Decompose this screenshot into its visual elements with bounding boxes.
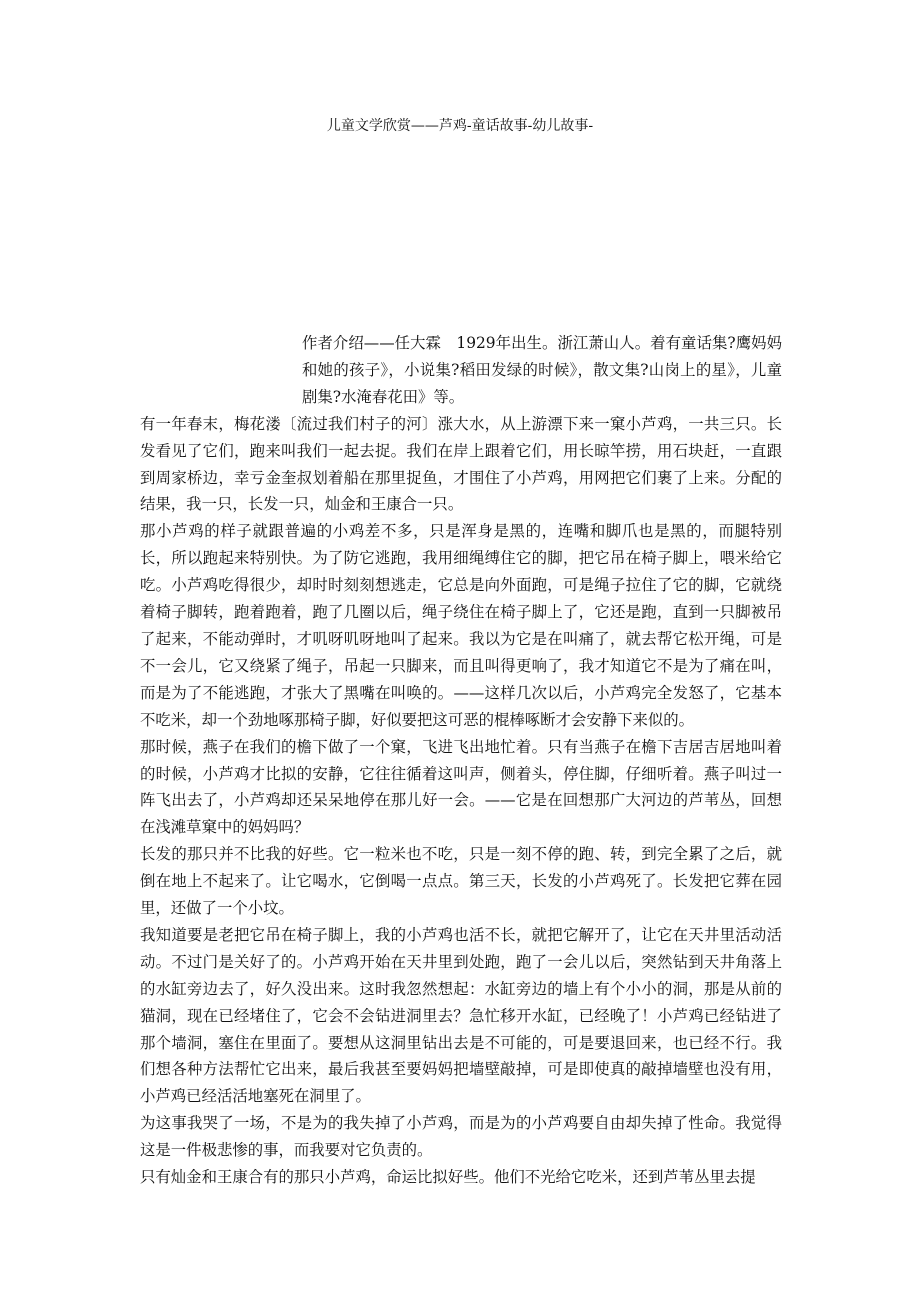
body-paragraph-4: 长发的那只并不比我的好些。它一粒米也不吃，只是一刻不停的跑、转，到完全累了之后，就倒在地上不起来了。让它喝水，它倒喝一点点。第三天，长发的小芦鸡死了。长发把它葬在园里，还做了一个小坟。 [140, 845, 782, 918]
author-intro-paragraph: 作者介绍——任大霖 1929年出生。浙江萧山人。着有童话集?鹰妈妈和她的孩子》，小说集?稻田发绿的时候》，散文集?山岗上的星》，儿童剧集?水淹春花田》等。 [302, 334, 782, 406]
document-title: 儿童文学欣赏——芦鸡-童话故事-幼儿故事- [326, 118, 594, 134]
document-body [140, 330, 782, 1191]
body-paragraph-6: 为这事我哭了一场，不是为的我失掉了小芦鸡，而是为的小芦鸡要自由却失掉了性命。我觉得这是一件极悲惨的事，而我要对它负责的。 [140, 1114, 782, 1160]
body-paragraph-1: 有一年春末，梅花溇〔流过我们村子的河〕涨大水，从上游漂下来一窠小芦鸡，一共三只。长发看见了它们，跑来叫我们一起去捉。我们在岸上跟着它们，用长晾竿捞，用石块赶，一直跟到周家桥边，幸亏金奎叔划着船在那里捉鱼，才围住了小芦鸡，用网把它们裹了上来。分配的结果，我一只，长发一只，灿金和王康合一只。 [140, 414, 782, 514]
body-paragraph-3: 那时候，燕子在我们的檐下做了一个窠，飞进飞出地忙着。只有当燕子在檐下吉居吉居地叫着的时候，小芦鸡才比拟的安静，它往往循着这叫声，侧着头，停住脚，仔细听着。燕子叫过一阵飞出去了，小芦鸡却还呆呆地停在那儿好一会。——它是在回想那广大河边的芦苇丛，回想在浅滩草窠中的妈妈吗？ [140, 737, 782, 837]
body-paragraph-7: 只有灿金和王康合有的那只小芦鸡，命运比拟好些。他们不光给它吃米，还到芦苇丛里去提 [140, 1168, 756, 1187]
body-paragraph-2: 那小芦鸡的样子就跟普遍的小鸡差不多，只是浑身是黑的，连嘴和脚爪也是黑的，而腿特别长，所以跑起来特别快。为了防它逃跑，我用细绳缚住它的脚，把它吊在椅子脚上，喂米给它吃。小芦鸡吃得很少，却时时刻刻想逃走，它总是向外面跑，可是绳子拉住了它的脚，它就绕着椅子脚转，跑着跑着，跑了几圈以后，绳子绕住在椅子脚上了，它还是跑，直到一只脚被吊了起来，不能动弹时，才叽呀叽呀地叫了起来。我以为它是在叫痛了，就去帮它松开绳，可是不一会儿，它又绕紧了绳子，吊起一只脚来，而且叫得更响了，我才知道它不是为了痛在叫，而是为了不能逃跑，才张大了黑嘴在叫唤的。——这样几次以后，小芦鸡完全发怒了，它基本不吃米，却一个劲地啄那椅子脚，好似要把这可恶的棍棒啄断才会安静下来似的。 [140, 522, 782, 729]
body-paragraph-5: 我知道要是老把它吊在椅子脚上，我的小芦鸡也活不长，就把它解开了，让它在天井里活动活动。不过门是关好了的。小芦鸡开始在天井里到处跑，跑了一会儿以后，突然钻到天井角落上的水缸旁边去了，好久没出来。这时我忽然想起：水缸旁边的墙上有个小小的洞，那是从前的猫洞，现在已经堵住了，它会不会钻进洞里去？急忙移开水缸，已经晚了！小芦鸡已经钻进了那个墙洞，塞住在里面了。要想从这洞里钻出去是不可能的，可是要退回来，也已经不行。我们想各种方法帮忙它出来，最后我甚至要妈妈把墙壁敲掉，可是即使真的敲掉墙壁也没有用，小芦鸡已经活活地塞死在洞里了。 [140, 925, 782, 1106]
